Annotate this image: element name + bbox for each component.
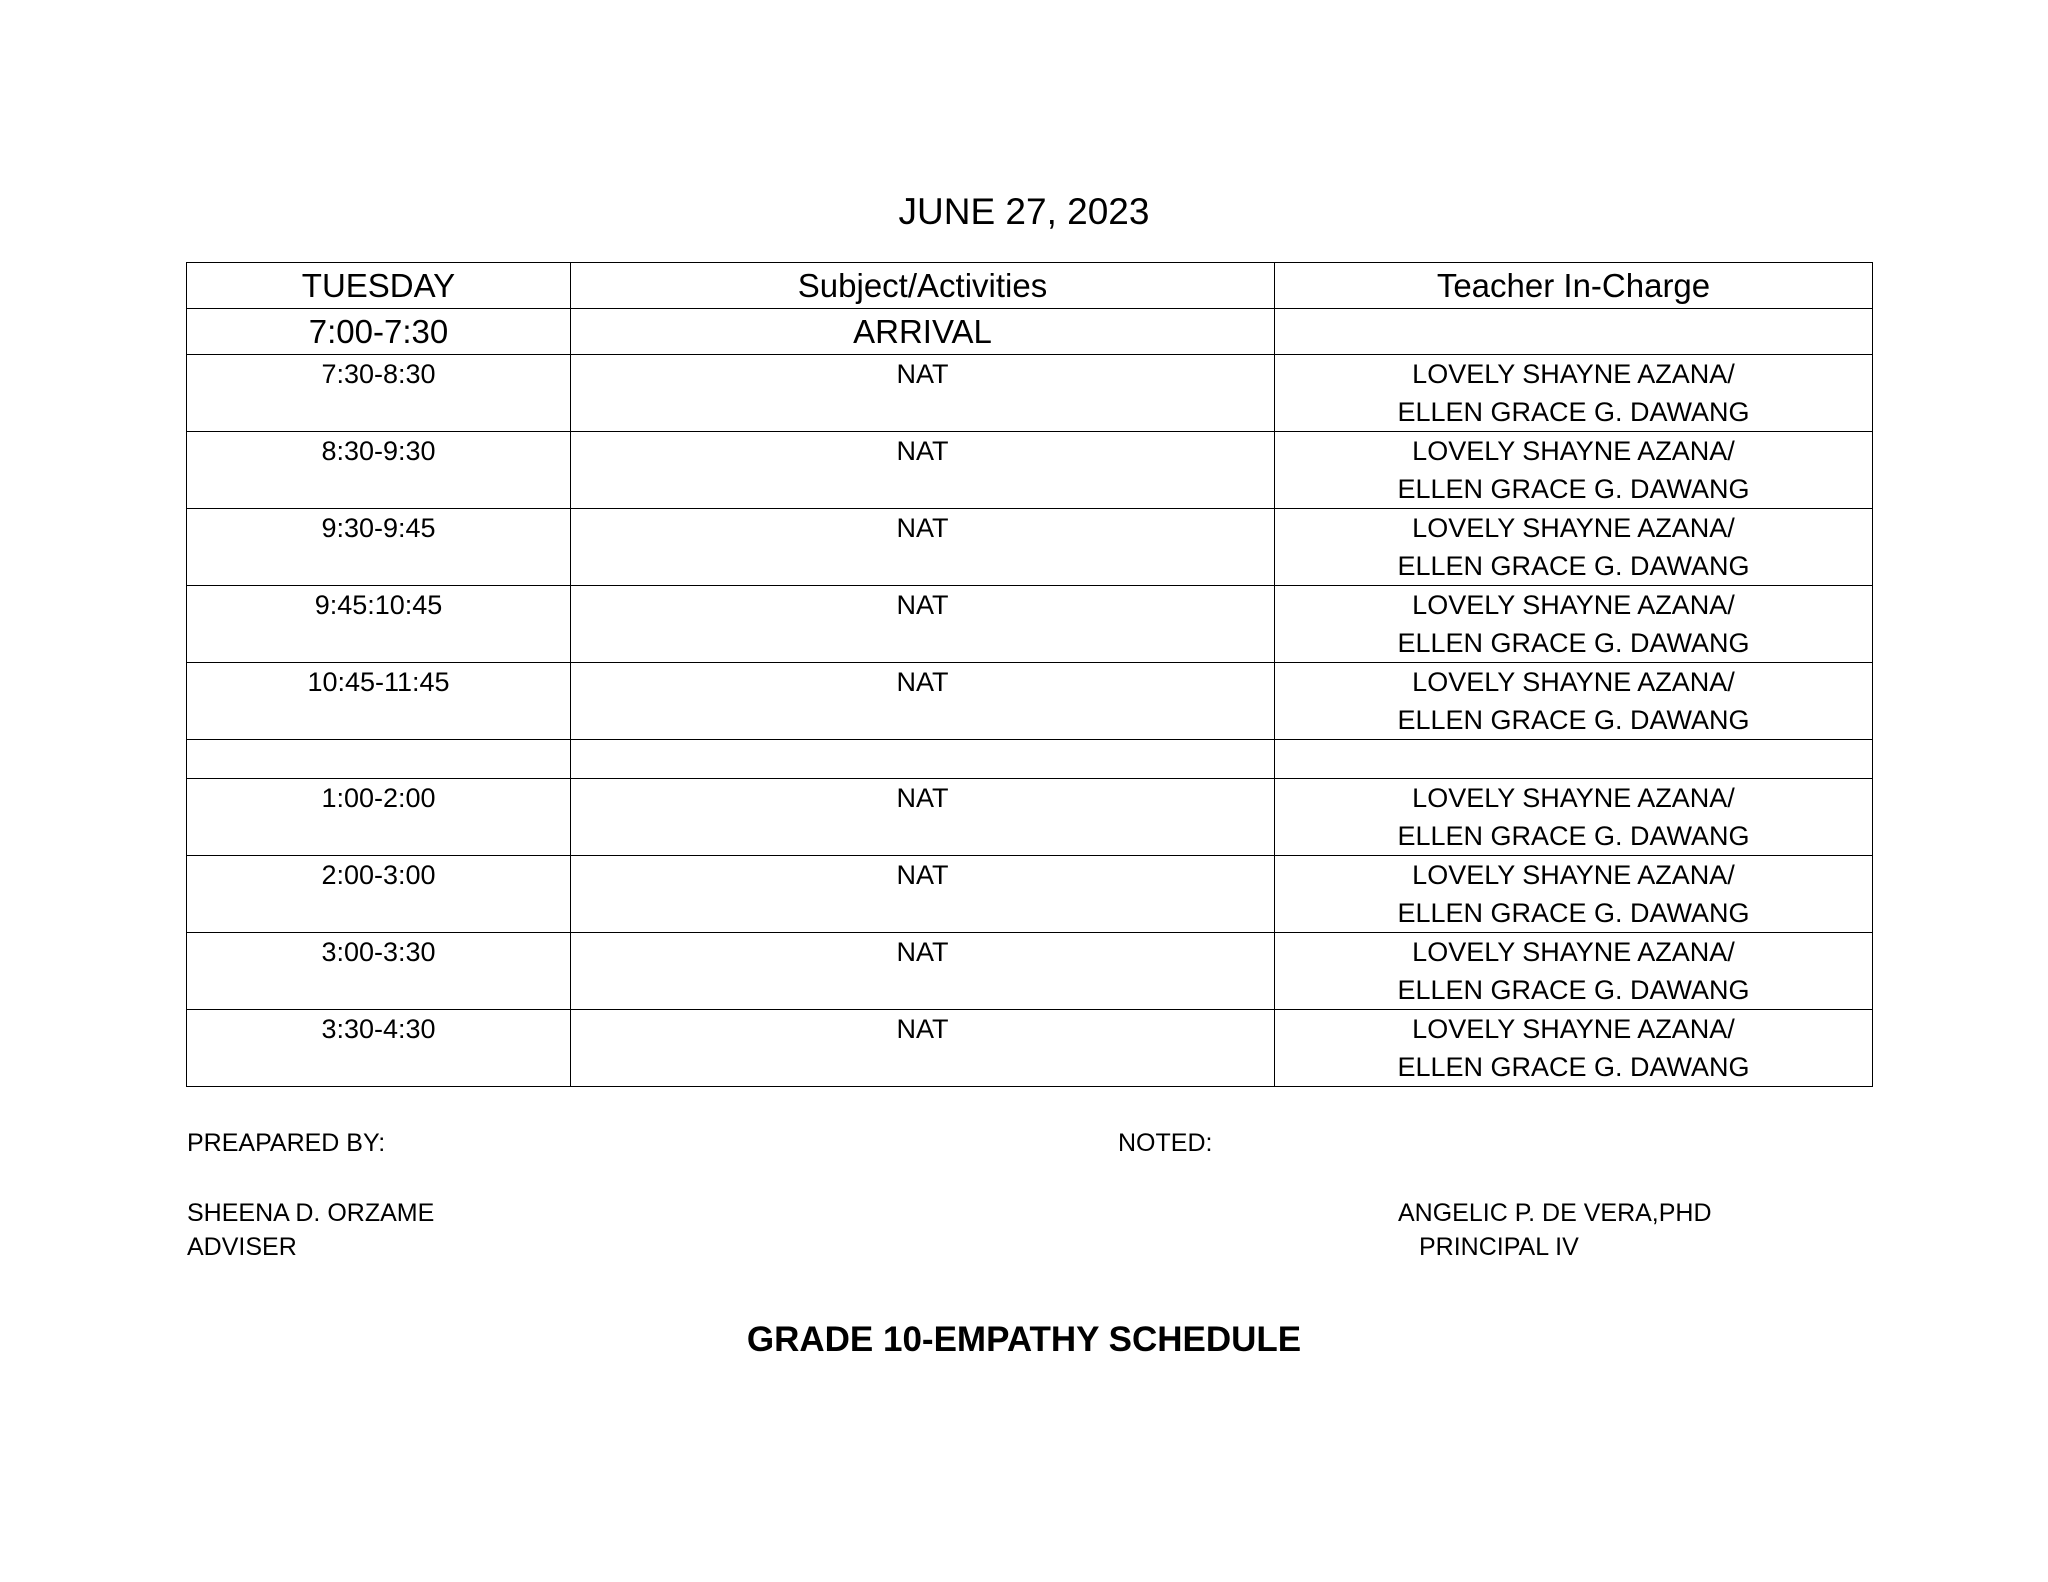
table-row — [187, 856, 1873, 933]
teacher-name-2: ELLEN GRACE G. DAWANG — [1397, 474, 1750, 504]
teacher-cell — [1275, 663, 1873, 740]
subject-cell: NAT — [571, 355, 1275, 432]
teacher-name-2: ELLEN GRACE G. DAWANG — [1397, 551, 1750, 581]
time-cell: 3:00-3:30 — [187, 933, 571, 1010]
noted-label: NOTED: — [1118, 1129, 1213, 1157]
table-row — [187, 355, 1873, 432]
arrival-subject: ARRIVAL — [571, 309, 1275, 355]
subject-cell: NAT — [571, 1010, 1275, 1087]
teacher-name-2: ELLEN GRACE G. DAWANG — [1397, 1052, 1750, 1082]
arrival-teacher — [1275, 309, 1873, 355]
teacher-name-1: LOVELY SHAYNE AZANA/ — [1412, 860, 1735, 890]
teacher-cell — [1275, 586, 1873, 663]
teacher-name-1: LOVELY SHAYNE AZANA/ — [1412, 359, 1735, 389]
teacher-cell — [1275, 355, 1873, 432]
header-teacher: Teacher In-Charge — [1275, 263, 1873, 309]
teacher-name-1: LOVELY SHAYNE AZANA/ — [1412, 1014, 1735, 1044]
header-subject: Subject/Activities — [571, 263, 1275, 309]
time-cell: 10:45-11:45 — [187, 663, 571, 740]
teacher-name-2: ELLEN GRACE G. DAWANG — [1397, 821, 1750, 851]
teacher-cell — [1275, 1010, 1873, 1087]
teacher-cell — [1275, 779, 1873, 856]
prepared-by-label: PREAPARED BY: — [187, 1129, 386, 1157]
noter-role: PRINCIPAL IV — [1419, 1233, 1579, 1261]
subject-cell: NAT — [571, 933, 1275, 1010]
time-cell: 2:00-3:00 — [187, 856, 571, 933]
table-row — [187, 1010, 1873, 1087]
teacher-name-1: LOVELY SHAYNE AZANA/ — [1412, 937, 1735, 967]
subject-cell: NAT — [571, 856, 1275, 933]
teacher-cell — [1275, 856, 1873, 933]
schedule-date: JUNE 27, 2023 — [898, 191, 1150, 232]
teacher-cell — [1275, 509, 1873, 586]
teacher-name-2: ELLEN GRACE G. DAWANG — [1397, 975, 1750, 1005]
teacher-name-2: ELLEN GRACE G. DAWANG — [1397, 705, 1750, 735]
subject-cell: NAT — [571, 509, 1275, 586]
arrival-row — [187, 309, 1873, 355]
teacher-name-2: ELLEN GRACE G. DAWANG — [1397, 397, 1750, 427]
table-row — [187, 663, 1873, 740]
table-row — [187, 432, 1873, 509]
table-row — [187, 933, 1873, 1010]
blank-cell — [1275, 740, 1873, 779]
schedule-table — [186, 262, 1873, 1087]
time-cell: 9:45:10:45 — [187, 586, 571, 663]
subject-cell: NAT — [571, 779, 1275, 856]
time-cell: 9:30-9:45 — [187, 509, 571, 586]
time-cell: 8:30-9:30 — [187, 432, 571, 509]
blank-cell — [187, 740, 571, 779]
time-cell: 7:30-8:30 — [187, 355, 571, 432]
teacher-name-1: LOVELY SHAYNE AZANA/ — [1412, 436, 1735, 466]
arrival-time: 7:00-7:30 — [187, 309, 571, 355]
teacher-name-1: LOVELY SHAYNE AZANA/ — [1412, 783, 1735, 813]
preparer-name: SHEENA D. ORZAME — [187, 1199, 435, 1227]
teacher-name-1: LOVELY SHAYNE AZANA/ — [1412, 590, 1735, 620]
subject-cell: NAT — [571, 432, 1275, 509]
time-cell: 3:30-4:30 — [187, 1010, 571, 1087]
table-header-row — [187, 263, 1873, 309]
schedule-title: GRADE 10-EMPATHY SCHEDULE — [746, 1320, 1302, 1359]
subject-cell: NAT — [571, 663, 1275, 740]
noter-name: ANGELIC P. DE VERA,PHD — [1398, 1199, 1712, 1227]
time-cell: 1:00-2:00 — [187, 779, 571, 856]
teacher-name-1: LOVELY SHAYNE AZANA/ — [1412, 667, 1735, 697]
teacher-name-2: ELLEN GRACE G. DAWANG — [1397, 898, 1750, 928]
table-row — [187, 779, 1873, 856]
blank-cell — [571, 740, 1275, 779]
subject-cell: NAT — [571, 586, 1275, 663]
teacher-cell — [1275, 933, 1873, 1010]
teacher-name-2: ELLEN GRACE G. DAWANG — [1397, 628, 1750, 658]
teacher-cell — [1275, 432, 1873, 509]
header-day: TUESDAY — [187, 263, 571, 309]
table-row — [187, 586, 1873, 663]
teacher-name-1: LOVELY SHAYNE AZANA/ — [1412, 513, 1735, 543]
blank-row — [187, 740, 1873, 779]
table-row — [187, 509, 1873, 586]
preparer-role: ADVISER — [187, 1233, 297, 1261]
